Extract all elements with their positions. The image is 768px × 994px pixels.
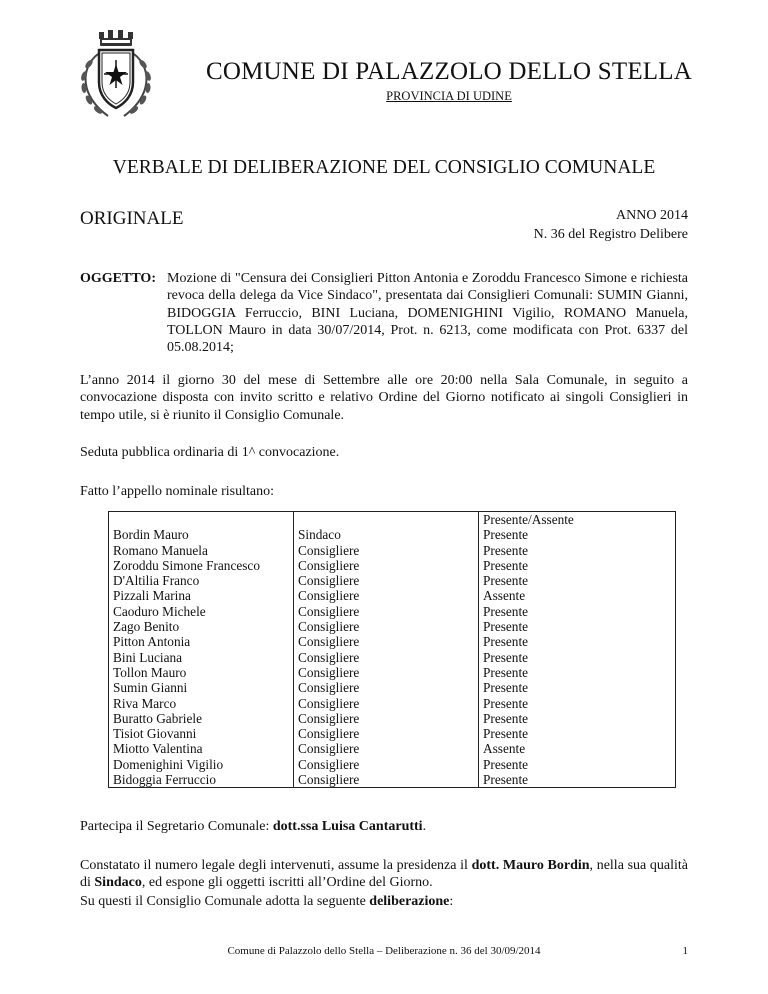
names-column	[109, 512, 294, 788]
presidency-paragraph	[80, 857, 688, 892]
secretary-line	[80, 818, 688, 835]
member-name: Pizzali Marina	[113, 588, 191, 604]
member-role: Consigliere	[298, 649, 360, 665]
document-year: ANNO 2014	[616, 208, 688, 223]
member-role: Consigliere	[298, 542, 360, 558]
province-name: PROVINCIA DI UDINE	[386, 89, 512, 103]
secretary-prefix: Partecipa il Segretario Comunale:	[80, 819, 273, 834]
presidency-text-3: , ed espone gli oggetti iscritti all’Ordine del Giorno.	[141, 875, 433, 891]
member-role: Consigliere	[298, 680, 360, 696]
table-row	[109, 512, 676, 788]
member-role: Consigliere	[298, 557, 360, 573]
page-number: 1	[682, 945, 688, 957]
deliberation-text: Su questi il Consiglio Comunale adotta la seguente	[80, 894, 370, 909]
member-name: Bidoggia Ferruccio	[113, 772, 217, 788]
member-name: Romano Manuela	[113, 542, 208, 558]
document-title: VERBALE DI DELIBERAZIONE DEL CONSIGLIO COMUNALE	[112, 157, 656, 178]
member-role: Consigliere	[298, 772, 360, 788]
presidency-text-1: Constatato il numero legale degli intervenuti, assume la presidenza il	[80, 858, 472, 873]
roll-call-intro: Fatto l’appello nominale risultano:	[80, 484, 275, 499]
member-status: Presente	[483, 664, 529, 680]
member-status: Presente	[483, 557, 529, 573]
member-name: Miotto Valentina	[113, 741, 203, 757]
member-status: Presente	[483, 756, 529, 772]
member-name: Domenighini Vigilio	[113, 756, 224, 772]
session-type: Seduta pubblica ordinaria di 1^ convocazione.	[80, 445, 340, 460]
member-name: Bini Luciana	[113, 649, 183, 665]
document-type: ORIGINALE	[80, 208, 184, 229]
member-role: Consigliere	[298, 741, 360, 757]
deliberation-colon: :	[449, 894, 454, 909]
member-status: Presente	[483, 710, 529, 726]
president-role: Sindaco	[94, 875, 142, 891]
registry-number: N. 36 del Registro Delibere	[533, 227, 688, 242]
member-status: Presente	[483, 634, 529, 650]
member-name: Zoroddu Simone Francesco	[113, 557, 260, 573]
secretary-name: dott.ssa Luisa Cantarutti	[272, 819, 423, 834]
member-status: Presente	[483, 680, 529, 696]
member-name: D'Altilia Franco	[113, 573, 200, 589]
member-role: Consigliere	[298, 664, 360, 680]
member-role: Consigliere	[298, 603, 360, 619]
member-role: Consigliere	[298, 573, 360, 589]
presidency-text-2: , nella sua qualità di	[80, 858, 688, 891]
member-status: Presente	[483, 649, 529, 665]
member-status: Presente	[483, 772, 529, 788]
deliberation-word: deliberazione	[369, 894, 450, 909]
secretary-suffix: .	[422, 819, 427, 834]
subject-block	[80, 270, 688, 356]
subject-label: OGGETTO:	[80, 271, 156, 286]
town-name: COMUNE DI PALAZZOLO DELLO STELLA	[206, 58, 692, 85]
member-name: Zago Benito	[113, 619, 180, 635]
page-footer: Comune di Palazzolo dello Stella – Deliberazione n. 36 del 30/09/2014	[227, 945, 541, 957]
member-role: Consigliere	[298, 756, 360, 772]
member-status: Presente	[483, 573, 529, 589]
member-role: Consigliere	[298, 619, 360, 635]
deliberation-line	[80, 893, 688, 910]
member-status: Presente	[483, 527, 529, 543]
member-name: Buratto Gabriele	[113, 710, 202, 726]
member-name: Tisiot Giovanni	[113, 726, 197, 742]
member-role: Sindaco	[298, 527, 341, 543]
member-name: Caoduro Michele	[113, 603, 206, 619]
status-header: Presente/Assente	[483, 512, 574, 527]
member-status: Presente	[483, 726, 529, 742]
member-role: Consigliere	[298, 710, 360, 726]
member-status: Assente	[483, 741, 526, 757]
member-name: Bordin Mauro	[113, 527, 189, 543]
member-name: Riva Marco	[113, 695, 177, 711]
member-status: Presente	[483, 542, 529, 558]
member-role: Consigliere	[298, 588, 360, 604]
member-name: Sumin Gianni	[113, 680, 188, 696]
member-status: Presente	[483, 695, 529, 711]
subject-text: Mozione di "Censura dei Consiglieri Pitton Antonia e Zoroddu Francesco Simone e richiesta revoca della delega da Vice Sindaco", presentata dai Consiglieri Comunali: SUMIN Gianni, BIDOGGIA Ferruccio, BINI Luciana, DOMENIGHINI Vigilio, ROMANO Manuela, TOLLON Mauro in data 30/07/2014, Prot. n. 6213, come modificata con Prot. 6337 del 05.08.2014;	[167, 271, 688, 356]
member-role: Consigliere	[298, 695, 360, 711]
member-status: Presente	[483, 603, 529, 619]
member-role: Consigliere	[298, 634, 360, 650]
status-column	[479, 512, 676, 788]
roles-column	[294, 512, 479, 788]
member-name: Tollon Mauro	[113, 664, 187, 680]
member-role: Consigliere	[298, 726, 360, 742]
president-name: dott. Mauro Bordin	[471, 858, 590, 873]
member-status: Presente	[483, 619, 529, 635]
meeting-intro: L’anno 2014 il giorno 30 del mese di Settembre alle ore 20:00 nella Sala Comunale, in seguito a convocazione disposta con invito scritto e relativo Ordine del Giorno notificato ai singoli Consiglieri in tempo utile, si è riunito il Consiglio Comunale.	[80, 373, 688, 423]
member-status: Assente	[483, 588, 526, 604]
attendance-table	[108, 511, 676, 788]
member-name: Pitton Antonia	[113, 634, 191, 650]
